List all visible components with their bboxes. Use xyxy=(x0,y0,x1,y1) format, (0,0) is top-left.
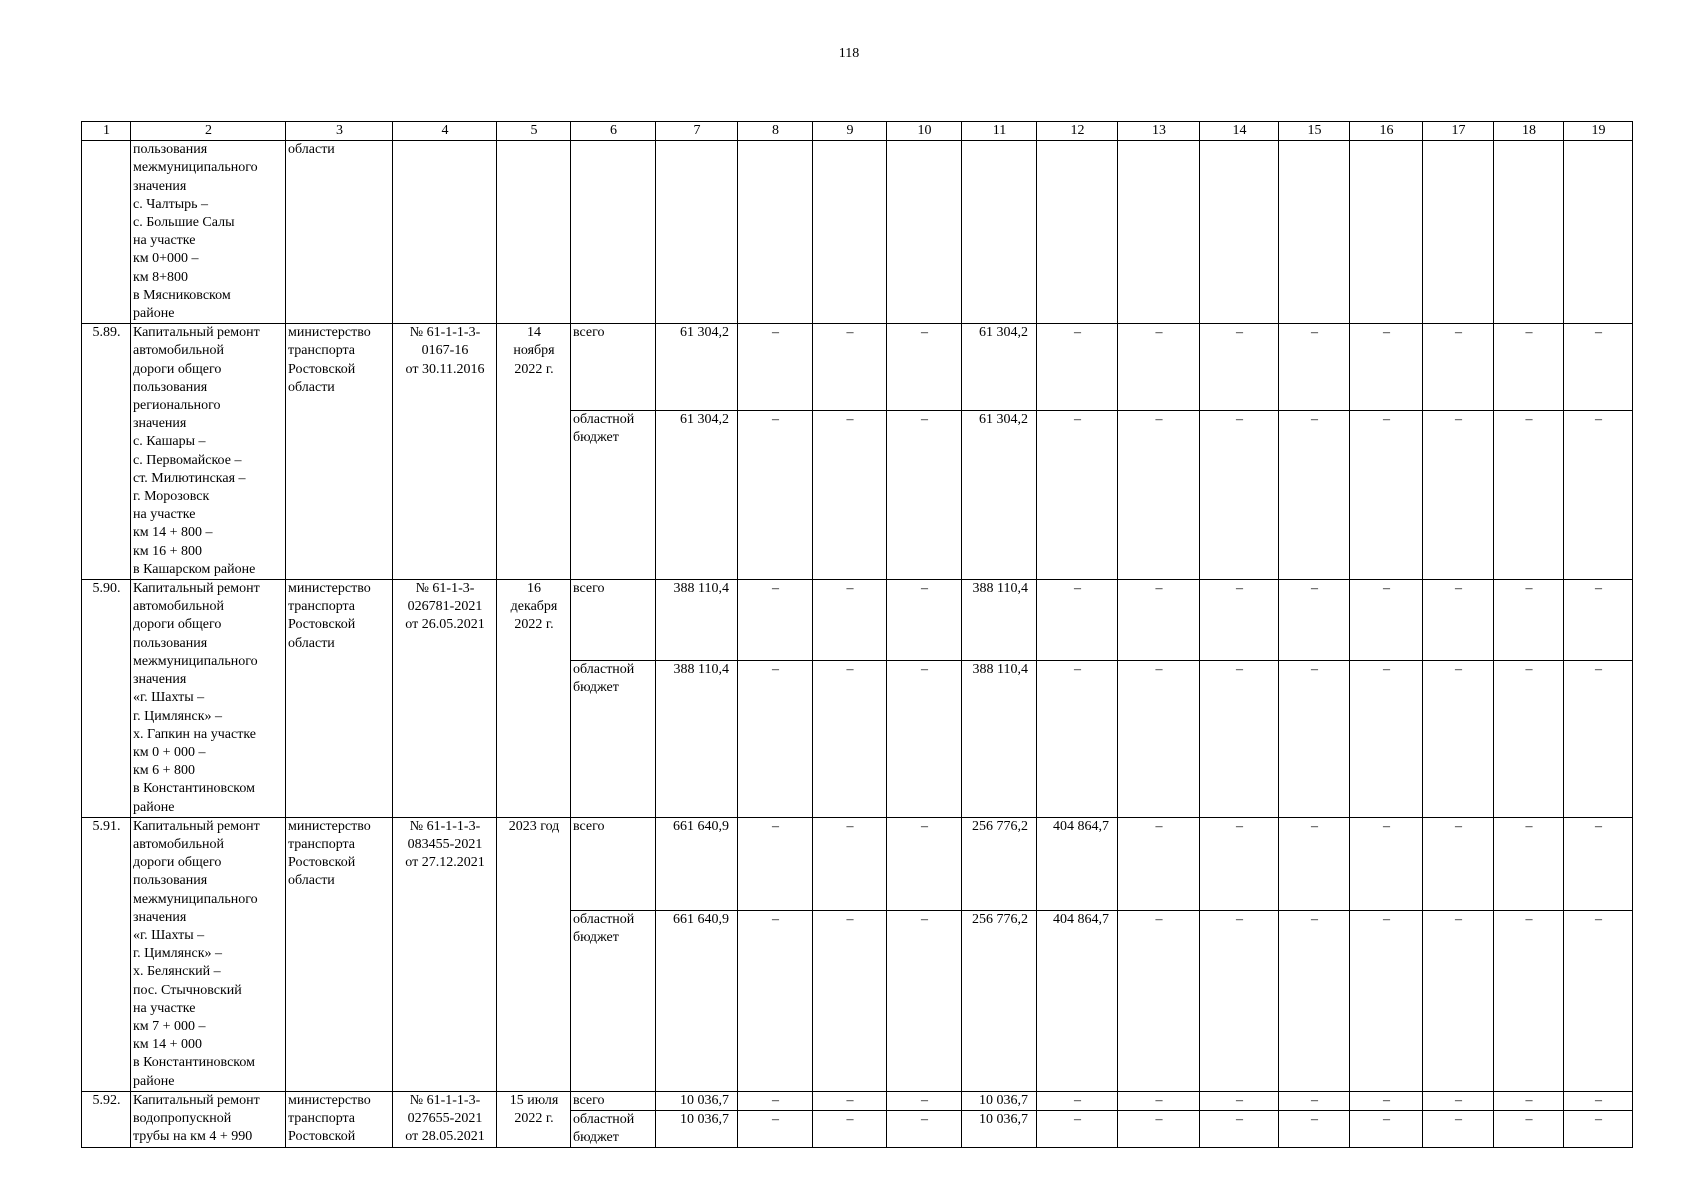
column-number: 18 xyxy=(1494,122,1564,141)
amount-cell: – xyxy=(1279,1091,1350,1110)
amount-cell: 256 776,2 xyxy=(962,910,1037,1091)
customer-cell: министерство транспорта Ростовской xyxy=(286,1091,393,1148)
amount-cell: – xyxy=(1279,324,1350,411)
amount-cell: – xyxy=(1200,1110,1279,1147)
amount-cell: – xyxy=(1200,1091,1279,1110)
amount-cell: – xyxy=(1564,580,1633,661)
amount-cell: – xyxy=(813,580,887,661)
column-number: 10 xyxy=(887,122,962,141)
amount-cell: – xyxy=(1494,1110,1564,1147)
amount-cell: – xyxy=(813,1091,887,1110)
amount-cell: 388 110,4 xyxy=(962,660,1037,817)
funding-source-cell: всего xyxy=(571,324,656,411)
table-row xyxy=(82,817,1633,910)
amount-cell: – xyxy=(1200,580,1279,661)
amount-cell: – xyxy=(1350,1091,1423,1110)
amount-cell: – xyxy=(1118,910,1200,1091)
amount-cell: – xyxy=(813,817,887,910)
column-number: 11 xyxy=(962,122,1037,141)
amount-cell: – xyxy=(1037,660,1118,817)
row-number-cell: 5.91. xyxy=(82,817,131,1091)
document-cell: № 61-1-1-3- 083455-2021 от 27.12.2021 xyxy=(393,817,497,1091)
column-number: 16 xyxy=(1350,122,1423,141)
column-number: 12 xyxy=(1037,122,1118,141)
amount-cell: – xyxy=(1037,324,1118,411)
amount-cell: – xyxy=(738,817,813,910)
empty-cell xyxy=(1037,141,1118,324)
object-name-cell: пользования межмуниципального значения с. Чалтырь – с. Большие Салы на участке км 0+000 – км 8+800 в Мясниковском районе xyxy=(131,141,286,324)
amount-cell: – xyxy=(1200,411,1279,580)
amount-cell: – xyxy=(887,660,962,817)
amount-cell: 661 640,9 xyxy=(656,817,738,910)
customer-cell: области xyxy=(286,141,393,324)
funding-source-cell: всего xyxy=(571,580,656,661)
amount-cell: – xyxy=(1118,580,1200,661)
completion-date-cell: 2023 год xyxy=(497,817,571,1091)
amount-cell: – xyxy=(1564,324,1633,411)
amount-cell: – xyxy=(1494,411,1564,580)
column-number: 13 xyxy=(1118,122,1200,141)
continuation-row xyxy=(82,141,1633,324)
amount-cell: – xyxy=(887,411,962,580)
amount-cell: 388 110,4 xyxy=(656,580,738,661)
funding-source-cell: областной бюджет xyxy=(571,910,656,1091)
column-number-row xyxy=(82,122,1633,141)
empty-cell xyxy=(1118,141,1200,324)
completion-date-cell: 15 июля 2022 г. xyxy=(497,1091,571,1148)
amount-cell: – xyxy=(1118,660,1200,817)
amount-cell: – xyxy=(887,580,962,661)
amount-cell: 61 304,2 xyxy=(962,324,1037,411)
amount-cell: – xyxy=(1200,660,1279,817)
amount-cell: 10 036,7 xyxy=(656,1110,738,1147)
empty-cell xyxy=(1279,141,1350,324)
amount-cell: – xyxy=(1423,411,1494,580)
amount-cell: – xyxy=(1279,411,1350,580)
amount-cell: – xyxy=(1279,1110,1350,1147)
column-number: 4 xyxy=(393,122,497,141)
column-number: 14 xyxy=(1200,122,1279,141)
table-row xyxy=(82,1091,1633,1110)
amount-cell: – xyxy=(1494,580,1564,661)
column-number: 19 xyxy=(1564,122,1633,141)
amount-cell: – xyxy=(1494,910,1564,1091)
amount-cell: 61 304,2 xyxy=(656,411,738,580)
amount-cell: 61 304,2 xyxy=(656,324,738,411)
amount-cell: – xyxy=(1350,817,1423,910)
amount-cell: – xyxy=(738,1091,813,1110)
completion-date-cell: 16 декабря 2022 г. xyxy=(497,580,571,818)
amount-cell: – xyxy=(1037,1110,1118,1147)
amount-cell: – xyxy=(1423,580,1494,661)
column-number: 9 xyxy=(813,122,887,141)
amount-cell: – xyxy=(887,817,962,910)
object-name-cell: Капитальный ремонт автомобильной дороги общего пользования межмуниципального значения «г. Шахты – г. Цимлянск» – х. Гапкин на участке км 0 + 000 – км 6 + 800 в Константиновском районе xyxy=(131,580,286,818)
column-number: 8 xyxy=(738,122,813,141)
amount-cell: – xyxy=(1423,1091,1494,1110)
amount-cell: – xyxy=(1564,817,1633,910)
amount-cell: – xyxy=(1118,817,1200,910)
column-number: 7 xyxy=(656,122,738,141)
document-cell: № 61-1-3- 026781-2021 от 26.05.2021 xyxy=(393,580,497,818)
amount-cell: 10 036,7 xyxy=(962,1110,1037,1147)
table-body xyxy=(82,122,1633,1148)
amount-cell: – xyxy=(1279,580,1350,661)
amount-cell: – xyxy=(1350,1110,1423,1147)
funding-table xyxy=(81,121,1633,1148)
amount-cell: – xyxy=(1279,817,1350,910)
amount-cell: – xyxy=(1279,660,1350,817)
amount-cell: – xyxy=(1494,324,1564,411)
amount-cell: 388 110,4 xyxy=(656,660,738,817)
amount-cell: – xyxy=(1350,910,1423,1091)
amount-cell: – xyxy=(1118,411,1200,580)
row-number-cell xyxy=(82,141,131,324)
column-number: 3 xyxy=(286,122,393,141)
amount-cell: – xyxy=(1200,817,1279,910)
object-name-cell: Капитальный ремонт автомобильной дороги общего пользования регионального значения с. Кашары – с. Первомайское – ст. Милютинская – г. Морозовск на участке км 14 + 800 – км 16 + 800 в Кашарском районе xyxy=(131,324,286,580)
amount-cell: – xyxy=(738,324,813,411)
amount-cell: – xyxy=(1564,1110,1633,1147)
amount-cell: – xyxy=(1350,580,1423,661)
amount-cell: – xyxy=(1037,411,1118,580)
empty-cell xyxy=(656,141,738,324)
amount-cell: 10 036,7 xyxy=(656,1091,738,1110)
customer-cell: министерство транспорта Ростовской области xyxy=(286,324,393,580)
empty-cell xyxy=(1494,141,1564,324)
amount-cell: – xyxy=(1423,1110,1494,1147)
amount-cell: – xyxy=(738,660,813,817)
column-number: 2 xyxy=(131,122,286,141)
amount-cell: – xyxy=(1037,580,1118,661)
amount-cell: – xyxy=(1200,324,1279,411)
document-cell: № 61-1-1-3- 0167-16 от 30.11.2016 xyxy=(393,324,497,580)
object-name-cell: Капитальный ремонт водопропускной трубы на км 4 + 990 xyxy=(131,1091,286,1148)
amount-cell: – xyxy=(1118,324,1200,411)
page-number: 118 xyxy=(838,46,860,61)
empty-cell xyxy=(962,141,1037,324)
funding-source-cell: областной бюджет xyxy=(571,1110,656,1147)
amount-cell: – xyxy=(738,580,813,661)
amount-cell: – xyxy=(1423,660,1494,817)
amount-cell: – xyxy=(1423,910,1494,1091)
completion-date-cell: 14 ноября 2022 г. xyxy=(497,324,571,580)
empty-cell xyxy=(1564,141,1633,324)
empty-cell xyxy=(813,141,887,324)
amount-cell: – xyxy=(1423,324,1494,411)
amount-cell: – xyxy=(1200,910,1279,1091)
empty-cell xyxy=(1350,141,1423,324)
amount-cell: – xyxy=(1350,660,1423,817)
funding-source-cell: областной бюджет xyxy=(571,660,656,817)
amount-cell: – xyxy=(1279,910,1350,1091)
amount-cell: 404 864,7 xyxy=(1037,817,1118,910)
amount-cell: 10 036,7 xyxy=(962,1091,1037,1110)
amount-cell: – xyxy=(738,1110,813,1147)
column-number: 5 xyxy=(497,122,571,141)
empty-cell xyxy=(497,141,571,324)
document-cell: № 61-1-1-3- 027655-2021 от 28.05.2021 xyxy=(393,1091,497,1148)
column-number: 6 xyxy=(571,122,656,141)
amount-cell: – xyxy=(813,324,887,411)
amount-cell: 661 640,9 xyxy=(656,910,738,1091)
row-number-cell: 5.92. xyxy=(82,1091,131,1148)
amount-cell: 61 304,2 xyxy=(962,411,1037,580)
empty-cell xyxy=(1423,141,1494,324)
customer-cell: министерство транспорта Ростовской области xyxy=(286,817,393,1091)
amount-cell: – xyxy=(1118,1110,1200,1147)
amount-cell: – xyxy=(887,910,962,1091)
row-number-cell: 5.89. xyxy=(82,324,131,580)
amount-cell: – xyxy=(813,411,887,580)
amount-cell: – xyxy=(1564,411,1633,580)
amount-cell: – xyxy=(1564,660,1633,817)
empty-cell xyxy=(393,141,497,324)
amount-cell: – xyxy=(887,1110,962,1147)
empty-cell xyxy=(738,141,813,324)
table-row xyxy=(82,580,1633,661)
funding-source-cell: областной бюджет xyxy=(571,411,656,580)
funding-source-cell: всего xyxy=(571,817,656,910)
amount-cell: – xyxy=(1423,817,1494,910)
empty-cell xyxy=(1200,141,1279,324)
amount-cell: – xyxy=(813,1110,887,1147)
amount-cell: – xyxy=(813,910,887,1091)
column-number: 1 xyxy=(82,122,131,141)
amount-cell: 256 776,2 xyxy=(962,817,1037,910)
amount-cell: – xyxy=(738,910,813,1091)
column-number: 15 xyxy=(1279,122,1350,141)
amount-cell: – xyxy=(1494,660,1564,817)
amount-cell: – xyxy=(1494,817,1564,910)
column-number: 17 xyxy=(1423,122,1494,141)
funding-source-cell: всего xyxy=(571,1091,656,1110)
object-name-cell: Капитальный ремонт автомобильной дороги общего пользования межмуниципального значения «г. Шахты – г. Цимлянск» – х. Белянский – пос. Стычновский на участке км 7 + 000 – км 14 + 000 в Константиновском районе xyxy=(131,817,286,1091)
amount-cell: – xyxy=(887,1091,962,1110)
customer-cell: министерство транспорта Ростовской области xyxy=(286,580,393,818)
empty-cell xyxy=(887,141,962,324)
row-number-cell: 5.90. xyxy=(82,580,131,818)
amount-cell: – xyxy=(738,411,813,580)
amount-cell: – xyxy=(1494,1091,1564,1110)
amount-cell: – xyxy=(1118,1091,1200,1110)
table-row xyxy=(82,324,1633,411)
amount-cell: – xyxy=(887,324,962,411)
amount-cell: – xyxy=(1564,1091,1633,1110)
empty-cell xyxy=(571,141,656,324)
amount-cell: – xyxy=(1350,324,1423,411)
amount-cell: – xyxy=(1350,411,1423,580)
amount-cell: 388 110,4 xyxy=(962,580,1037,661)
amount-cell: – xyxy=(1037,1091,1118,1110)
amount-cell: 404 864,7 xyxy=(1037,910,1118,1091)
amount-cell: – xyxy=(813,660,887,817)
amount-cell: – xyxy=(1564,910,1633,1091)
